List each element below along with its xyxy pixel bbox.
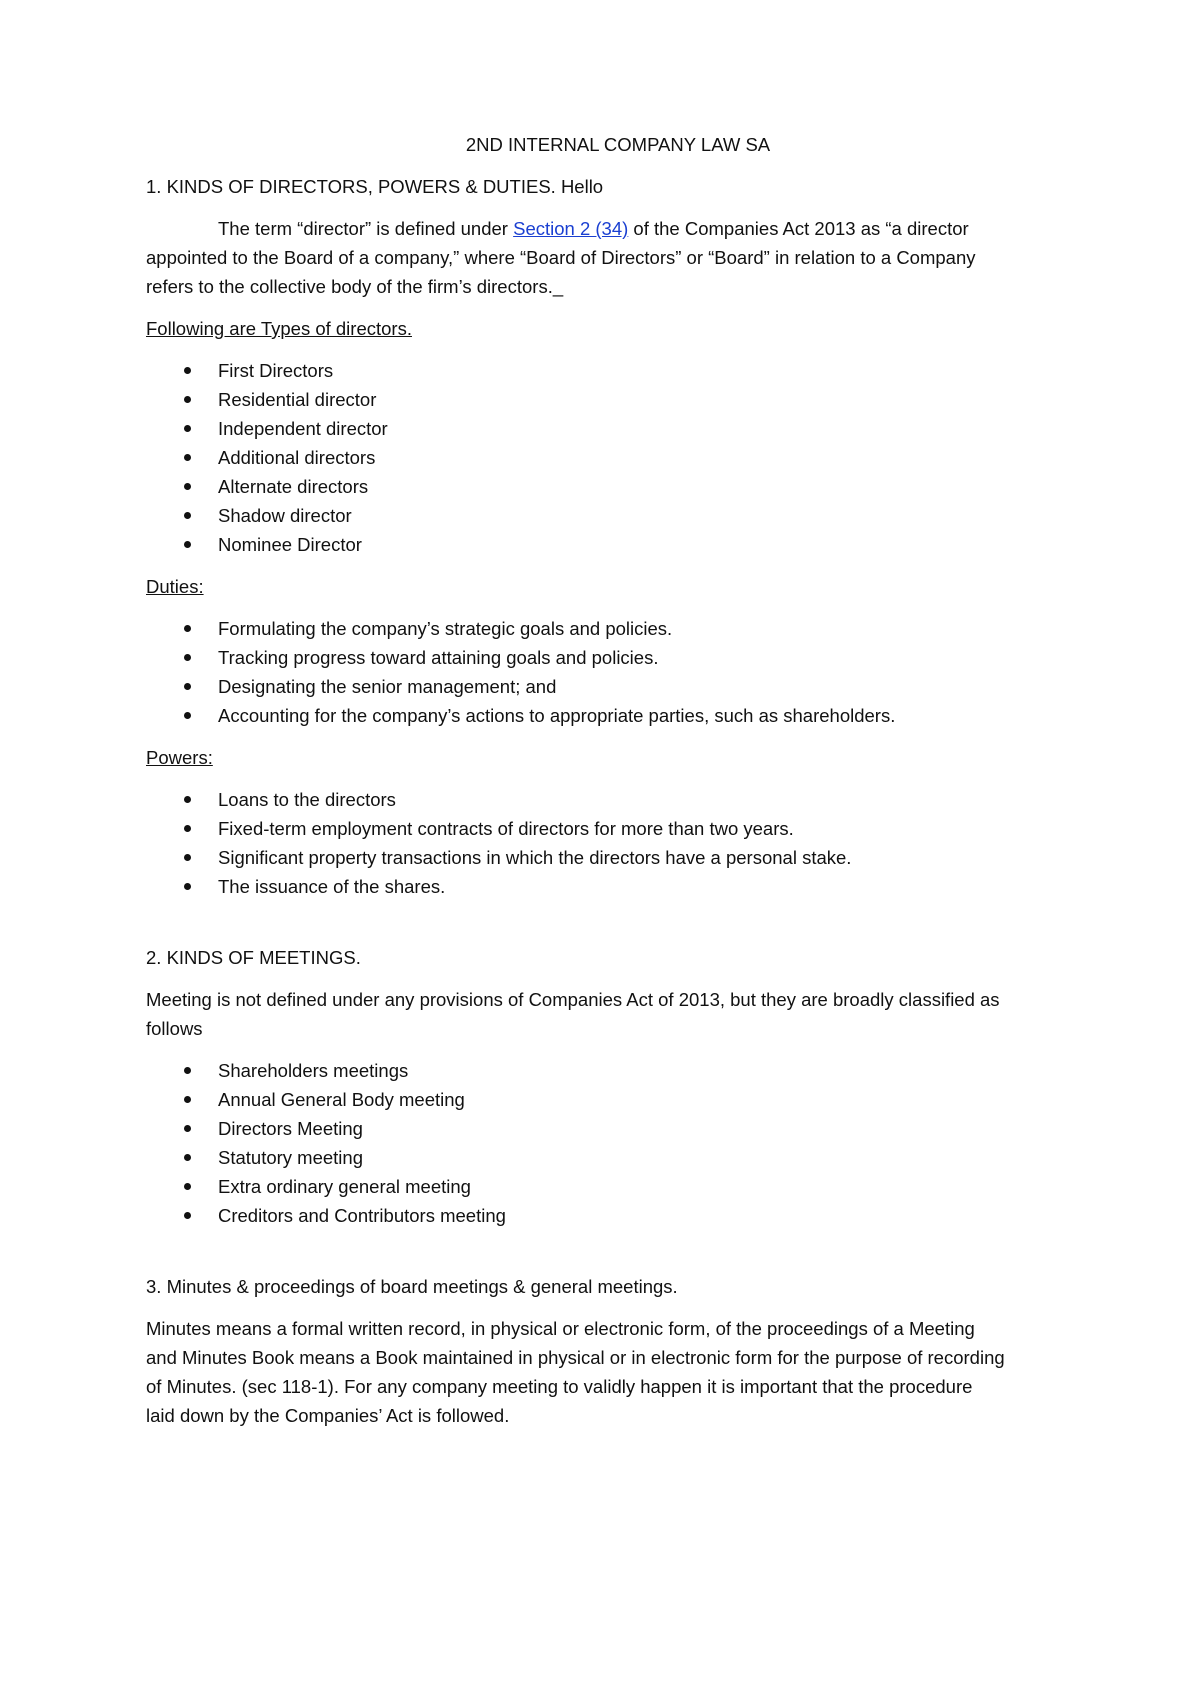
document-body — [146, 130, 1006, 1443]
list-item: Extra ordinary general meeting — [146, 1172, 1006, 1201]
director-types-list — [146, 356, 1006, 559]
powers-list — [146, 785, 1006, 901]
duties-heading: Duties: — [146, 576, 204, 597]
list-item: First Directors — [146, 356, 1006, 385]
list-item: Shadow director — [146, 501, 1006, 530]
blank-line — [146, 1243, 1006, 1272]
list-item: Shareholders meetings — [146, 1056, 1006, 1085]
list-item: Fixed-term employment contracts of directors for more than two years. — [146, 814, 1006, 843]
list-item: Loans to the directors — [146, 785, 1006, 814]
list-item: Tracking progress toward attaining goals and policies. — [146, 643, 1006, 672]
list-item: Annual General Body meeting — [146, 1085, 1006, 1114]
types-heading: Following are Types of directors. — [146, 318, 412, 339]
section1-intro — [146, 214, 1006, 301]
list-item: The issuance of the shares. — [146, 872, 1006, 901]
list-item: Residential director — [146, 385, 1006, 414]
list-item: Alternate directors — [146, 472, 1006, 501]
intro-text-after-link: of the Companies Act 2013 as “a director appointed to the Board of a company,” where “Board of Directors” or “Board” in relation to a Company refers to the collective body of the firm’s directors._ — [146, 218, 976, 297]
powers-heading: Powers: — [146, 747, 213, 768]
list-item: Significant property transactions in which the directors have a personal stake. — [146, 843, 1006, 872]
section-2-34-link[interactable]: Section 2 (34) — [513, 218, 629, 239]
document-title: 2ND INTERNAL COMPANY LAW SA — [465, 134, 771, 155]
section2-heading: 2. KINDS OF MEETINGS. — [146, 947, 361, 968]
list-item: Nominee Director — [146, 530, 1006, 559]
intro-text-before-link: The term “director” is defined under — [218, 218, 514, 239]
list-item: Formulating the company’s strategic goals and policies. — [146, 614, 1006, 643]
section3-heading: 3. Minutes & proceedings of board meetings & general meetings. — [146, 1276, 678, 1297]
list-item: Additional directors — [146, 443, 1006, 472]
blank-line — [146, 914, 1006, 943]
meetings-list — [146, 1056, 1006, 1230]
list-item: Accounting for the company’s actions to appropriate parties, such as shareholders. — [146, 701, 1006, 730]
list-item: Designating the senior management; and — [146, 672, 1006, 701]
list-item: Independent director — [146, 414, 1006, 443]
duties-list — [146, 614, 1006, 730]
list-item: Creditors and Contributors meeting — [146, 1201, 1006, 1230]
section2-intro: Meeting is not defined under any provisions of Companies Act of 2013, but they are broadly classified as follows — [146, 989, 1000, 1039]
list-item: Directors Meeting — [146, 1114, 1006, 1143]
list-item: Statutory meeting — [146, 1143, 1006, 1172]
section1-heading: 1. KINDS OF DIRECTORS, POWERS & DUTIES. Hello — [146, 176, 604, 197]
section3-body: Minutes means a formal written record, in physical or electronic form, of the proceedings of a Meeting and Minutes Book means a Book maintained in physical or in electronic form for the purpose of recording of Minutes. (sec 118-1). For any company meeting to validly happen it is important that the procedure laid down by the Companies’ Act is followed. — [146, 1318, 1005, 1426]
